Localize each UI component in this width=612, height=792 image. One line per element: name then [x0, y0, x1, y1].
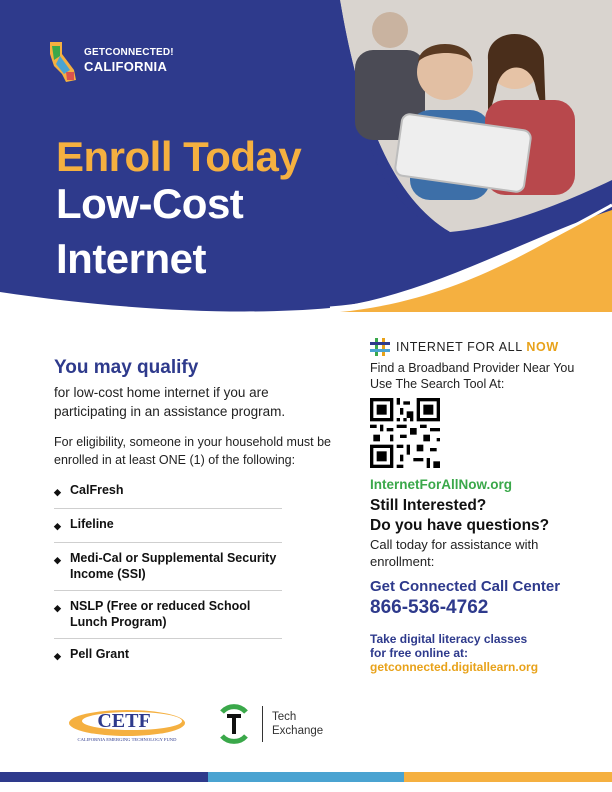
list-item — [54, 543, 282, 591]
literacy-classes-text: Take digital literacy classes for free online at: — [370, 632, 528, 660]
program-list — [54, 475, 282, 672]
diamond-bullet-icon: ◆ — [54, 487, 61, 497]
hero-title-line3: Internet — [56, 235, 207, 282]
find-provider-text: Find a Broadband Provider Near You Use The Search Tool At: — [370, 361, 575, 391]
list-item — [54, 639, 282, 672]
ifa-brand-prefix: INTERNET FOR ALL — [396, 340, 527, 354]
footer-bar-gold — [404, 772, 612, 782]
program-label: CalFresh — [70, 483, 124, 497]
diamond-bullet-icon: ◆ — [54, 521, 61, 531]
call-text: Call today for assistance with enrollment: — [370, 537, 539, 569]
diamond-bullet-icon: ◆ — [54, 555, 61, 565]
eligibility-text: For eligibility, someone in your household must be enrolled in at least ONE (1) of the following: — [54, 435, 331, 467]
logo-line1: GETCONNECTED! — [84, 47, 174, 58]
program-label: Lifeline — [70, 517, 114, 531]
cetf-full-name: CALIFORNIA EMERGING TECHNOLOGY FUND — [77, 737, 177, 742]
ifa-url-link[interactable]: InternetForAllNow.org — [370, 477, 512, 492]
contact-section — [370, 338, 590, 674]
list-item — [54, 591, 282, 639]
call-center-name: Get Connected Call Center — [370, 578, 561, 595]
still-interested-heading — [370, 496, 549, 536]
tech-exchange-logo — [214, 704, 354, 744]
cetf-logo — [62, 703, 192, 745]
tech-label-line1: Tech — [272, 711, 297, 723]
cetf-wordmark: CETF — [97, 710, 151, 732]
hashtag-icon — [370, 338, 390, 356]
qualify-heading: You may qualify — [54, 357, 199, 378]
logo-line2: CALIFORNIA — [84, 59, 168, 74]
digitallearn-url-link[interactable]: getconnected.digitallearn.org — [370, 660, 539, 674]
diamond-bullet-icon: ◆ — [54, 651, 61, 661]
internet-for-all-logo — [370, 338, 590, 356]
phone-number-link[interactable]: 866-536-4762 — [370, 597, 489, 618]
program-label: Pell Grant — [70, 647, 130, 661]
footer-bar-blue — [208, 772, 404, 782]
logo-divider — [262, 706, 263, 742]
hero-title-line1: Enroll Today — [56, 133, 302, 180]
program-label: Medi-Cal or Supplemental Security Income (SSI) — [70, 551, 277, 581]
qualify-subtext: for low-cost home internet if you are participating in an assistance program. — [54, 385, 286, 419]
list-item — [54, 475, 282, 509]
diamond-bullet-icon: ◆ — [54, 603, 61, 613]
program-label: NSLP (Free or reduced School Lunch Program) — [70, 599, 251, 629]
getconnected-california-logo — [46, 40, 196, 84]
hero-title-line2: Low-Cost — [56, 180, 244, 227]
tech-label-line2: Exchange — [272, 725, 324, 737]
ifa-brand-now: NOW — [526, 340, 559, 354]
qr-code[interactable] — [370, 398, 440, 468]
list-item — [54, 509, 282, 543]
california-map-icon — [46, 40, 80, 84]
footer-bar-navy — [0, 772, 208, 782]
qualify-section — [54, 357, 344, 469]
questions-text: Do you have questions? — [370, 517, 550, 534]
still-interested-text: Still Interested? — [370, 497, 487, 514]
tech-exchange-mark-icon — [214, 704, 254, 744]
family-photo — [300, 0, 612, 235]
